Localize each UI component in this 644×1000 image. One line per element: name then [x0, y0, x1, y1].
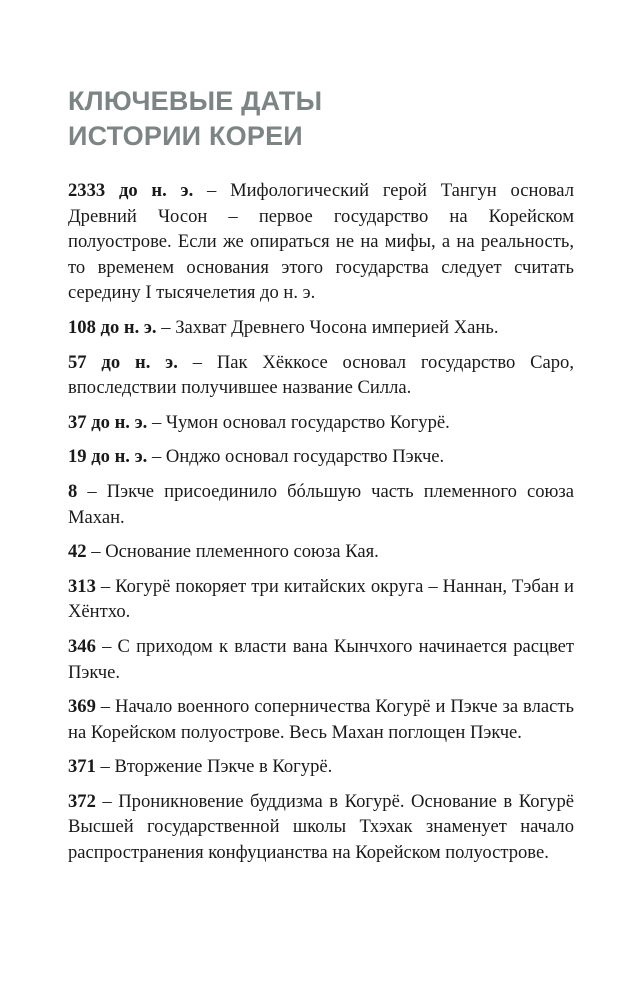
entry-text: – Начало военного соперничества Когурё и Пэкче за власть на Корейском полуострове. Весь Махан поглощен Пэкче.	[68, 696, 574, 743]
entry-date: 108 до н. э.	[68, 316, 157, 338]
chapter-title-line-1: КЛЮЧЕВЫЕ ДАТЫ	[68, 86, 323, 116]
entry-date: 2333 до н. э.	[68, 180, 194, 201]
timeline-entry	[68, 479, 574, 530]
entry-text: – Когурё покоряет три китайских округа – Наннан, Тэбан и Хёнтхо.	[68, 575, 574, 623]
entry-text: – Чумон основал государство Когурё.	[147, 411, 450, 433]
timeline-entry	[68, 315, 574, 341]
entry-text: – С приходом к власти вана Кынчхого начинается расцвет Пэкче.	[68, 635, 574, 683]
entry-date: 346	[68, 635, 96, 657]
timeline-entry	[68, 634, 574, 685]
entry-date: 371	[68, 756, 96, 778]
entry-text: – Пак Хёккосе основал государство Саро, впоследствии получившее название Силла.	[68, 351, 574, 399]
entry-date: 8	[68, 480, 78, 502]
entry-text: – Онджо основал государство Пэкче.	[147, 446, 445, 468]
entry-text: – Мифологический герой Тангун основал Древний Чосон – первое государство на Корейском полуострове. Если же опираться не на мифы, а на реальность, то временем основания этого государства следует считать середину I тысячелетия до н. э.	[68, 180, 574, 304]
timeline-entry	[68, 789, 574, 866]
entry-date: 313	[68, 575, 96, 597]
timeline-entry	[68, 539, 574, 565]
timeline-list	[68, 178, 574, 875]
entry-text: – Вторжение Пэкче в Когурё.	[95, 756, 333, 778]
entry-text: – Захват Древнего Чосона империей Хань.	[156, 316, 499, 338]
chapter-title	[68, 84, 322, 154]
entry-date: 369	[68, 696, 96, 718]
timeline-entry	[68, 574, 574, 625]
entry-date: 37 до н. э.	[68, 411, 148, 433]
entry-date: 19 до н. э.	[68, 446, 148, 468]
timeline-entry	[68, 410, 574, 436]
timeline-entry	[68, 694, 574, 745]
entry-text: – Пэкче присоединило бóльшую часть племенного союза Махан.	[68, 480, 574, 528]
entry-text: – Основание племенного союза Кая.	[86, 541, 379, 563]
entry-date: 57 до н. э.	[68, 351, 178, 373]
entry-date: 372	[68, 790, 96, 812]
timeline-entry	[68, 178, 574, 306]
timeline-entry	[68, 350, 574, 401]
entry-date: 42	[68, 541, 87, 563]
timeline-entry	[68, 754, 574, 780]
entry-text: – Проникновение буддизма в Когурё. Основание в Когурё Высшей государственной школы Тхэхак знаменует начало распространения конфуцианства на Корейском полуострове.	[68, 790, 574, 864]
chapter-title-line-2: ИСТОРИИ КОРЕИ	[68, 121, 303, 151]
timeline-entry	[68, 444, 574, 470]
